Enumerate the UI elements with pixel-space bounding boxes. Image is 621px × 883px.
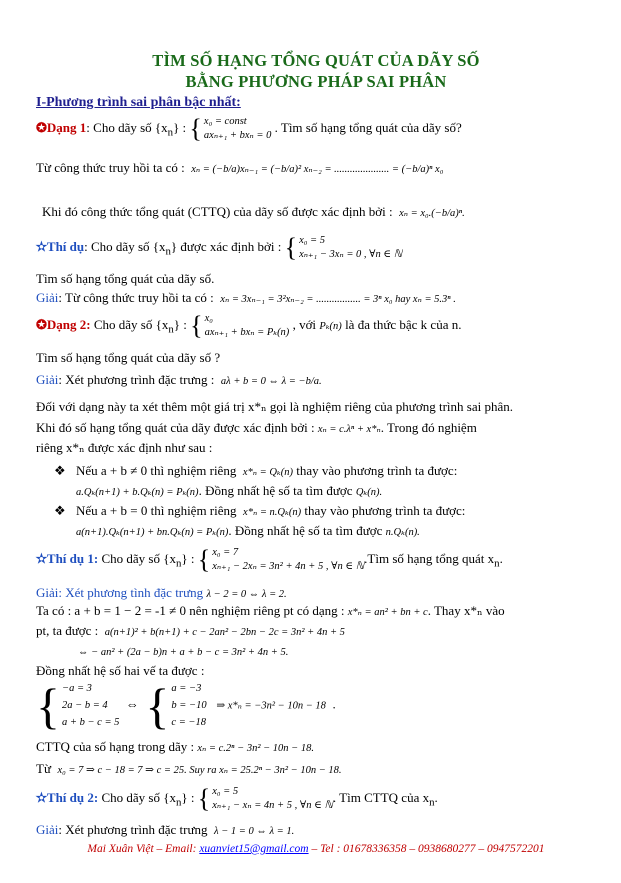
star-bullet-icon: ✫ <box>36 239 47 254</box>
vd1-question: Tìm số hạng tổng quát của dãy số. <box>36 271 215 286</box>
star-bullet-icon: ✫ <box>36 790 47 805</box>
footer: Mai Xuân Việt – Email: xuanviet15@gmail.com – Tel : 01678336358 – 0938680277 – 0947572201 <box>87 843 545 855</box>
system-brace-icon: { <box>190 311 203 341</box>
section-heading: I-Phương trình sai phân bậc nhất: <box>36 95 241 110</box>
vd3-statement: ✫Thí dụ 2: Cho dãy số $\{x_n\}$ : { x₀ = 5 xₙ₊₁ − xₙ = 4n + 5 , ∀n ∈ ℕ. Tìm CTTQ của $x_n$. <box>36 784 438 814</box>
dang1-statement: ✪Dạng 1: Cho dãy số $\{x_n\}$ : { x₀ = const axₙ₊₁ + bxₙ = 0 . Tìm số hạng tổng quát của dãy số? <box>36 114 462 144</box>
diamond-bullet-icon: ❖ <box>54 503 66 518</box>
dang1-system: x₀ = const axₙ₊₁ + bxₙ = 0 <box>203 116 272 142</box>
dang2-label: ✪Dạng 2: <box>36 317 91 332</box>
vd2-substitute: pt, ta được : a(n+1)² + b(n+1) + c − 2an² − 2bn − 2c = 3n² + 4n + 5 <box>36 623 345 638</box>
vd2-expand: ⇔ − an² + (2a − b)n + a + b − c = 3n² + 4n + 5. <box>78 647 289 658</box>
dang2-paragraph-3: riêng x*ₙ được xác định như sau : <box>36 440 213 455</box>
dang2-solution: Giải: Xét phương trình đặc trưng : aλ + b = 0 ⇔ λ = −b/a. <box>36 372 322 387</box>
star-bullet-icon: ✫ <box>36 551 47 566</box>
dang2-bullet-2: ❖ Nếu a + b = 0 thì nghiệm riêng x*ₙ = n.Qₖ(n) thay vào phương trình ta được: <box>54 503 466 518</box>
vd2-systems: { −a = 3 2a − b = 4 a + b − c = 5 ⇔ { a = −3 b = −10 c = −18 ⇒ x*ₙ = −3n² − 10n − 18 . <box>36 677 336 734</box>
diamond-bullet-icon: ❖ <box>54 463 66 478</box>
dang2-question: Tìm số hạng tổng quát của dãy số ? <box>36 350 221 365</box>
vd3-solution: Giải: Xét phương trình đặc trưng λ − 1 = 0 ⇔ λ = 1. <box>36 822 295 837</box>
dang2-system: x₀ axₙ₊₁ + bxₙ = Pₖ(n) <box>204 313 290 339</box>
dang1-cttq: Khi đó công thức tổng quát (CTTQ) của dãy số được xác định bởi : xₙ = x₀.(−b/a)ⁿ. <box>42 204 465 219</box>
system-brace-icon: { <box>197 784 211 814</box>
vd2-identify: Đồng nhất hệ số hai vế ta được : <box>36 663 205 678</box>
vd2-system: x₀ = 7 xₙ₊₁ − 2xₙ = 3n² + 4n + 5 , ∀n ∈ ℕ <box>212 547 365 573</box>
vd1-label: ✫Thí dụ <box>36 239 85 254</box>
vd2-particular: Ta có : a + b = 1 − 2 = -1 ≠ 0 nên nghiệm riêng pt có dạng : x*ₙ = an² + bn + c. Thay x*ₙ vào <box>36 603 505 618</box>
vd1-statement: ✫Thí dụ: Cho dãy số $\{x_n\}$ được xác định bởi : { x₀ = 5 xₙ₊₁ − 3xₙ = 0 , ∀n ∈ ℕ <box>36 233 403 263</box>
vd1-solution: Giải: Từ công thức truy hồi ta có : xₙ = 3xₙ₋₁ = 3²xₙ₋₂ = ................. = 3ⁿ x₀ hay xₙ = 5.3ⁿ . <box>36 290 456 305</box>
vd2-statement: ✫Thí dụ 1: Cho dãy số $\{x_n\}$ : { x₀ = 7 xₙ₊₁ − 2xₙ = 3n² + 4n + 5 , ∀n ∈ ℕ.Tìm số hạng tổng quát $x_n$. <box>36 545 503 575</box>
vd1-system: x₀ = 5 xₙ₊₁ − 3xₙ = 0 , ∀n ∈ ℕ <box>299 235 403 261</box>
vd2-cttq: CTTQ của số hạng trong dãy : xₙ = c.2ⁿ − 3n² − 10n − 18. <box>36 739 315 754</box>
vd3-system: x₀ = 5 xₙ₊₁ − xₙ = 4n + 5 , ∀n ∈ ℕ <box>212 786 333 812</box>
vd2-system-1: −a = 3 2a − b = 4 a + b − c = 5 <box>62 683 120 728</box>
system-brace-icon: { <box>284 233 298 263</box>
dang2-statement: ✪Dạng 2: Cho dãy số $\{x_n\}$ : { x₀ axₙ₊₁ + bxₙ = Pₖ(n) , với Pₖ(n) là đa thức bậc k của n. <box>36 311 462 341</box>
dang2-paragraph-1: Đối với dạng này ta xét thêm một giá trị x*ₙ gọi là nghiệm riêng của phương trình sai phân. <box>36 399 513 414</box>
vd2-characteristic: Giải: Xét phương tình đặc trưng λ − 2 = 0 ⇔ λ = 2. <box>36 585 287 600</box>
title-line-1: TÌM SỐ HẠNG TỔNG QUÁT CỦA DÃY SỐ <box>152 51 480 70</box>
vd2-label: ✫Thí dụ 1: <box>36 551 99 566</box>
system-brace-icon: { <box>197 545 211 575</box>
vd2-result: Từ x₀ = 7 ⇒ c − 18 = 7 ⇒ c = 25. Suy ra xₙ = 25.2ⁿ − 3n² − 10n − 18. <box>36 761 342 776</box>
dang2-bullet-2-cont: a(n+1).Qₖ(n+1) + bn.Qₖ(n) = Pₖ(n). Đồng nhất hệ số ta tìm được n.Qₖ(n). <box>76 523 420 538</box>
title-line-2: BẰNG PHƯƠNG PHÁP SAI PHÂN <box>185 72 447 91</box>
system-brace-icon: { <box>36 677 60 734</box>
vd2-system-2: a = −3 b = −10 c = −18 <box>171 683 207 728</box>
system-brace-icon: { <box>145 677 170 734</box>
dang-bullet-icon: ✪ <box>36 120 47 135</box>
system-brace-icon: { <box>189 114 202 144</box>
dang2-bullet-1: ❖ Nếu a + b ≠ 0 thì nghiệm riêng x*ₙ = Qₖ(n) thay vào phương trình ta được: <box>54 463 458 478</box>
dang1-label: ✪Dạng 1 <box>36 120 87 135</box>
dang2-paragraph-2: Khi đó số hạng tổng quát của dãy được xác định bởi : xₙ = c.λⁿ + x*ₙ. Trong đó nghiệm <box>36 420 477 435</box>
dang1-recurrence: Từ công thức truy hồi ta có : xₙ = (−b/a)xₙ₋₁ = (−b/a)² xₙ₋₂ = ..................... = (−b/a)ⁿ x₀ <box>36 160 444 175</box>
vd3-label: ✫Thí dụ 2: <box>36 790 99 805</box>
dang-bullet-icon: ✪ <box>36 317 47 332</box>
dang2-bullet-1-cont: a.Qₖ(n+1) + b.Qₖ(n) = Pₖ(n). Đồng nhất hệ số ta tìm được Qₖ(n). <box>76 483 383 498</box>
footer-email-link[interactable]: xuanviet15@gmail.com <box>199 843 309 855</box>
